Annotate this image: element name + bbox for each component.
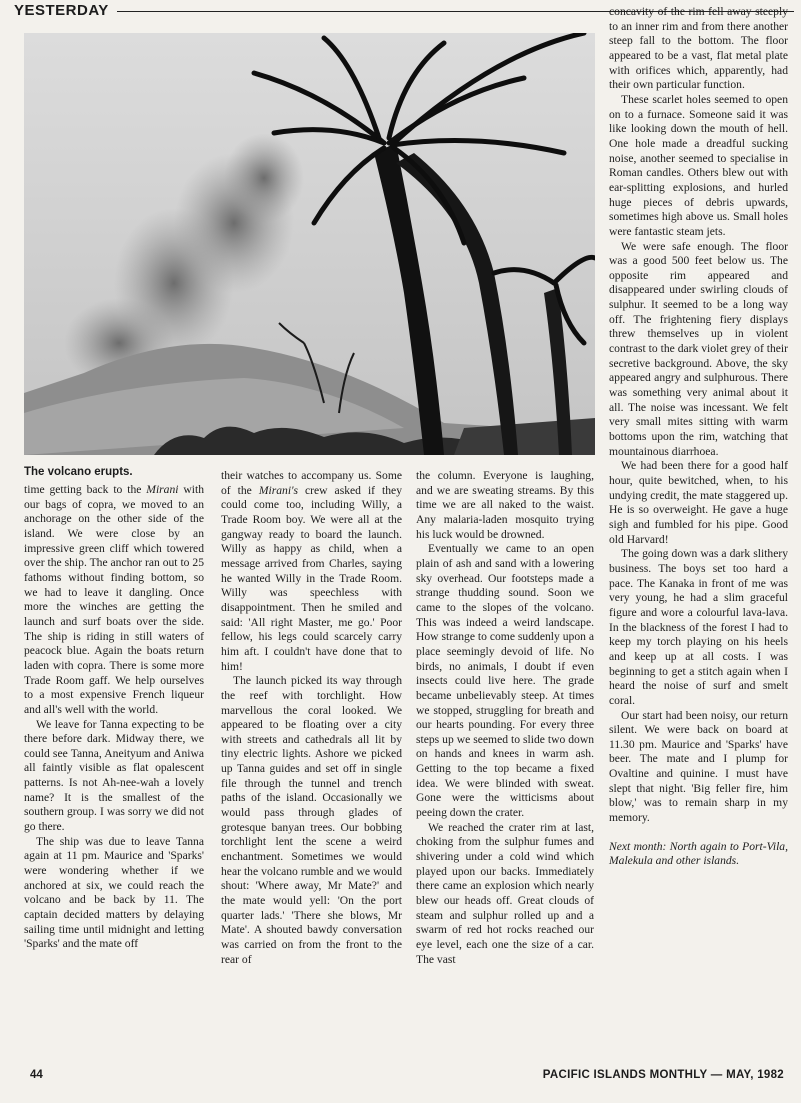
ship-name: Mirani's [258, 483, 299, 497]
volcano-photo [24, 33, 595, 455]
section-title: YESTERDAY [14, 1, 109, 19]
paragraph: The ship was due to leave Tanna again at 11 pm. Maurice and 'Sparks' were wondering whether if we anchored at six, we could reach the volcano and be back by 11. The captain decided matters by delaying sailing time until midnight and letting 'Sparks' and the mate off [24, 834, 204, 951]
paragraph: the column. Everyone is laughing, and we are sweating streams. By this time we are all naked to the waist. Any malaria-laden mosquito trying his luck would be drowned. [416, 469, 594, 541]
paragraph: We were safe enough. The floor was a good 500 feet below us. The opposite rim appeared and disappeared under swirling clouds of sulphur. It seemed to be a long way off. The frightening fiery displays threw themselves up in violent contrast to the dark violet grey of their secretive background. Above, the sky appeared angry and sulphurous. There was something very animal about it all. The noise was incessant. We felt very small mites sitting with warm bottoms upon the rim, watching that mountainous diarrhoea. [609, 239, 788, 458]
paragraph: time getting back to the Mirani with our bags of copra, we moved to an anchorage on the other side of the island. We were close by an impressive green cliff which towered over the ship. The anchor ran out to 25 fathoms without finding bottom, so we had to leave it dangling. Once more the winches are getting the launch and surf boats over the side. The ship is riding in still waters of peacock blue. Again the boats return laden with copra. There is some more Trade Room gaff. We help ourselves to a most expensive French liqueur and all's well with the world. [24, 483, 204, 716]
paragraph: We leave for Tanna expecting to be there before dark. Midway there, we could see Tanna, Aneityum and Aniwa all faintly visible as flat opalescent patterns. Is not Ah-nee-wah a lovely name? It is the smallest of the southern group. I was sorry we did not go there. [24, 717, 204, 834]
paragraph: Our start had been noisy, our return silent. We were back on board at 11.30 pm. Maurice and 'Sparks' have beer. The mate and I plump for Ovaltine and quinine. I must have slept that night. 'Big feller fire, him blow,' was to remain sharp in my memory. [609, 708, 788, 825]
paragraph: We reached the crater rim at last, choking from the sulphur fumes and shivering under a cold wind which played upon our backs. Immediately there came an explosion which nearly blew our heads off. Great clouds of steam and sulphur rolled up and a swarm of red hot rocks reached our eye level, each one the size of a car. The vast [416, 820, 594, 966]
next-month-note: Next month: North again to Port-Vila, Malekula and other islands. [609, 839, 788, 868]
paragraph: The launch picked its way through the reef with torchlight. How marvellous the coral looked. We appeared to be floating over a city with streets and cathedrals all lit by tiny electric lights. Ashore we picked up Tanna guides and set off in single file through the tunnel and trench paths of the island. Occasionally we would pass through glades of grotesque banyan trees. Our bobbing torchlight lent the scene a weird enchantment. Sometimes we would hear the volcano rumble and we would shout: 'Where away, Mr Mate?' and the mate would yell: 'On the port quarter lads.' 'There she blows, Mr Mate'. A shouted bawdy conversation was carried on from the front to the rear of [221, 674, 402, 966]
page-number: 44 [30, 1069, 43, 1081]
paragraph: Eventually we came to an open plain of ash and sand with a lowering sky overhead. Our footsteps made a strange thudding sound. Soon we came to the slopes of the volcano. This was indeed a weird landscape. How strange to come suddenly upon a place seemingly devoid of life. No birds, no animals, I doubt if even insects could live here. The grade became unbelievably steep. At times we stopped, struggling for breath and our hearts pounding. For every three steps up we seemed to slide two down on hands and knees in warm ash. Getting to the top became a fixed idea. We were blinded with sweat. Gone were the witticisms about peeing down the crater. [416, 542, 594, 820]
paragraph: concavity of the rim fell away steeply to an inner rim and from there another steep fall to the bottom. The floor appeared to be a vast, flat metal plate with orifices which, apparently, had their own particular function. [609, 5, 788, 92]
paragraph: their watches to accompany us. Some of the Mirani's crew asked if they could come too, including Willy, a Trade Room boy. We were all at the gangway ready to board the launch. Willy as happy as child, when a message arrived from Charles, saying he wanted Willy in the Trade Room. Willy was speechless with disappointment. Then he smiled and said: 'All right Master, me go.' Poor fellow, his legs could scarcely carry him aft. I couldn't have done that to him! [221, 469, 402, 673]
ship-name: Mirani [146, 483, 179, 496]
article-column-1 [24, 483, 204, 952]
photo-caption: The volcano erupts. [24, 466, 133, 478]
paragraph: We had been there for a good half hour, quite bewitched, when, to his undying credit, the mate staggered up. He is so overweight. He gave a huge sigh and fumbled for his pipe. Good old Harvard! [609, 459, 788, 546]
paragraph: These scarlet holes seemed to open on to a furnace. Someone said it was like looking down the mouth of hell. One hole made a dreadful sucking noise, another seemed to specialise in Roman candles. Others blew out with ear-splitting explosions, and hurled huge pieces of debris upwards, sometimes high above us. Small holes were fantastic steam jets. [609, 92, 788, 238]
article-column-4 [609, 5, 788, 869]
paragraph: The going down was a dark slithery business. The boys set too hard a pace. The Kanaka in front of me was very young, he had a slim graceful figure and wore a colourful lava-lava. In the blackness of the forest I had to keep my torch playing on his heels and keep up at all costs. I was beginning to get a stitch again when I heard the noise of surf and smelt coral. [609, 547, 788, 707]
page-footer [24, 1069, 784, 1085]
publication-line: PACIFIC ISLANDS MONTHLY — MAY, 1982 [542, 1069, 784, 1081]
article-column-3 [416, 469, 594, 967]
article-column-2 [221, 469, 402, 967]
